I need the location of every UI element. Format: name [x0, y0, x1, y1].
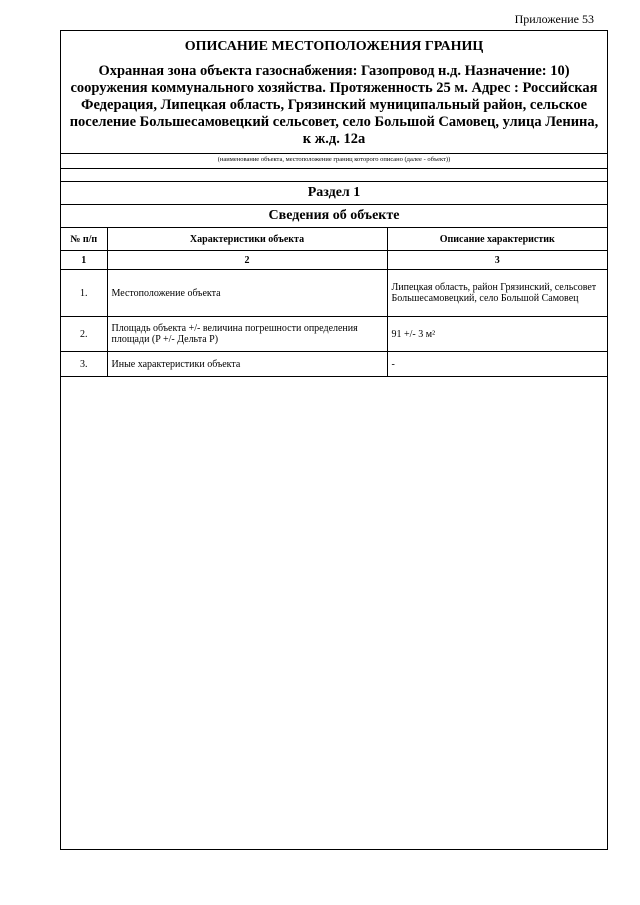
section-title: Раздел 1	[61, 181, 607, 204]
header-description: Описание характеристик	[387, 228, 607, 251]
column-number-2: 2	[107, 251, 387, 270]
appendix-label: Приложение 53	[514, 12, 594, 26]
row-characteristic: Площадь объекта +/- величина погрешности определения площади (P +/- Дельта P)	[107, 317, 387, 352]
header-characteristic: Характеристики объекта	[107, 228, 387, 251]
object-description: Охранная зона объекта газоснабжения: Газопровод н.д. Назначение: 10) сооружения коммунального хозяйства. Протяженность 25 м. Адрес : Российская Федерация, Липецкая область, Грязинский муниципальный район, сельское поселение Большесамовецкий сельсовет, село Большой Самовец, улица Ленина, к ж.д. 12а	[69, 63, 599, 147]
object-caption: (наименование объекта, местоположение границ которого описано (далее - объект))	[61, 153, 607, 168]
section-subtitle: Сведения об объекте	[61, 204, 607, 227]
table-row	[61, 352, 607, 377]
row-description: 91 +/- 3 м²	[387, 317, 607, 352]
object-info-table	[61, 227, 607, 377]
row-number: 2.	[61, 317, 107, 352]
column-number-3: 3	[387, 251, 607, 270]
row-number: 1.	[61, 270, 107, 317]
document-title: ОПИСАНИЕ МЕСТОПОЛОЖЕНИЯ ГРАНИЦ	[184, 39, 484, 54]
row-number: 3.	[61, 352, 107, 377]
column-number-1: 1	[61, 251, 107, 270]
row-characteristic: Иные характеристики объекта	[107, 352, 387, 377]
table-row	[61, 270, 607, 317]
document-frame	[60, 30, 608, 850]
header-number: № п/п	[61, 228, 107, 251]
spacer-band	[61, 168, 607, 181]
table-row	[61, 317, 607, 352]
row-description: Липецкая область, район Грязинский, сельсовет Большесамовецкий, село Большой Самовец	[387, 270, 607, 317]
row-description: -	[387, 352, 607, 377]
row-characteristic: Местоположение объекта	[107, 270, 387, 317]
